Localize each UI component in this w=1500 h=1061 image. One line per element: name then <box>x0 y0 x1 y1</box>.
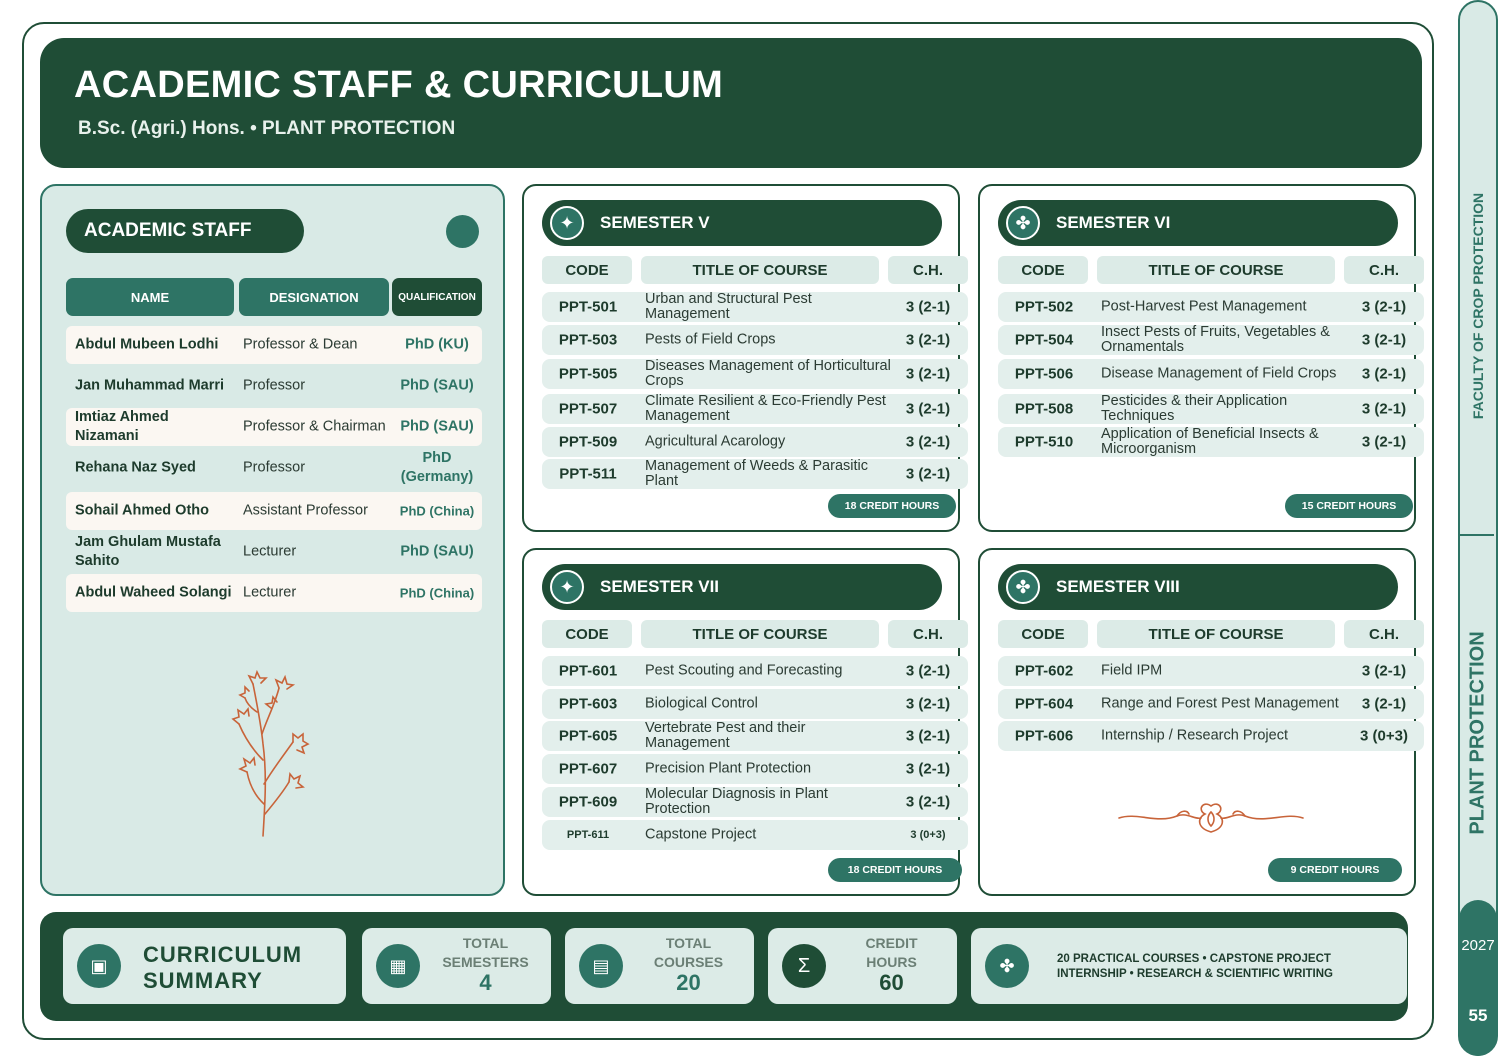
stat-label <box>832 934 951 972</box>
course-row <box>542 721 968 751</box>
course-code: PPT-507 <box>558 400 618 418</box>
course-row <box>998 427 1424 457</box>
course-code: PPT-602 <box>1014 662 1074 680</box>
course-title: Diseases Management of Horticultural Crops <box>645 358 891 389</box>
course-title: Vertebrate Pest and their Management <box>645 720 806 751</box>
course-row <box>542 754 968 784</box>
course-title: Field IPM <box>1101 662 1163 679</box>
semester-viii-card <box>978 548 1416 896</box>
semester-title: SEMESTER VI <box>1056 213 1171 232</box>
column-code: CODE <box>998 620 1088 648</box>
stat-card-credit-hours <box>768 928 957 1004</box>
course-credit: 3 (2-1) <box>905 365 951 383</box>
staff-designation: Lecturer <box>243 543 297 560</box>
sigma-icon: Σ <box>782 944 826 988</box>
course-code: PPT-509 <box>558 433 618 451</box>
course-title: Pests of Field Crops <box>645 331 776 348</box>
curriculum-summary-bar <box>40 912 1408 1021</box>
staff-header-name: NAME <box>66 278 234 316</box>
column-code: CODE <box>542 256 632 284</box>
course-row <box>998 325 1424 355</box>
course-title: Post-Harvest Pest Management <box>1101 298 1307 315</box>
semester-header <box>998 200 1398 246</box>
stat-label-line1: TOTAL <box>462 935 509 951</box>
course-credit: 3 (2-1) <box>1361 365 1407 383</box>
course-credit: 3 (2-1) <box>1361 331 1407 349</box>
staff-row <box>66 367 482 405</box>
column-code: CODE <box>998 256 1088 284</box>
stat-label-line2: HOURS <box>866 954 917 970</box>
staff-qualification: PhD (China) <box>399 585 475 601</box>
column-title: TITLE OF COURSE <box>641 256 879 284</box>
credit-hours-badge: 18 CREDIT HOURS <box>828 494 956 518</box>
staff-row <box>66 449 482 487</box>
features-card <box>971 928 1407 1004</box>
academic-staff-panel <box>40 184 505 896</box>
semester-header <box>998 564 1398 610</box>
staff-row <box>66 492 482 530</box>
semester-title: SEMESTER VIII <box>1056 577 1180 596</box>
staff-designation: Professor & Chairman <box>243 418 386 435</box>
features-line1: 20 PRACTICAL COURSES • CAPSTONE PROJECT <box>1057 953 1331 965</box>
course-code: PPT-604 <box>1014 695 1074 713</box>
summary-title-line1: CURRICULUM <box>143 942 303 967</box>
course-row <box>998 689 1424 719</box>
column-title: TITLE OF COURSE <box>1097 256 1335 284</box>
page-subtitle: B.Sc. (Agri.) Hons. • PLANT PROTECTION <box>78 118 456 139</box>
column-code: CODE <box>542 620 632 648</box>
course-credit: 3 (2-1) <box>905 298 951 316</box>
decorative-dot <box>446 215 479 248</box>
credit-hours-badge: 15 CREDIT HOURS <box>1285 494 1413 518</box>
staff-name: Imtiaz Ahmed Nizamani <box>75 409 169 444</box>
course-row <box>998 721 1424 751</box>
course-credit: 3 (2-1) <box>1361 433 1407 451</box>
page-number: 55 <box>1468 1006 1488 1025</box>
stat-label-line2: COURSES <box>653 954 724 970</box>
staff-name: Rehana Naz Syed <box>75 459 196 476</box>
staff-designation: Assistant Professor <box>243 502 368 519</box>
course-credit: 3 (0+3) <box>1360 727 1408 745</box>
course-code: PPT-501 <box>558 298 618 316</box>
course-title: Management of Weeds & Parasitic Plant <box>645 458 868 489</box>
course-code: PPT-607 <box>558 760 618 778</box>
star-compass-icon: ✦ <box>550 206 584 240</box>
course-row <box>542 787 968 817</box>
summary-title-card <box>63 928 346 1004</box>
course-credit: 3 (2-1) <box>905 433 951 451</box>
course-title: Internship / Research Project <box>1101 727 1288 744</box>
stat-card-semesters <box>362 928 551 1004</box>
features-text <box>1057 952 1333 982</box>
staff-designation: Professor <box>243 459 306 476</box>
staff-qualification: PhD (SAU) <box>400 418 474 435</box>
course-row <box>998 359 1424 389</box>
clover-icon: ✤ <box>1006 570 1040 604</box>
stat-label-line1: TOTAL <box>665 935 712 951</box>
stat-label <box>426 934 545 972</box>
column-title: TITLE OF COURSE <box>641 620 879 648</box>
course-credit: 3 (2-1) <box>905 760 951 778</box>
course-credit: 3 (2-1) <box>905 727 951 745</box>
staff-name: Abdul Waheed Solangi <box>75 584 232 601</box>
summary-title <box>143 942 302 994</box>
course-code: PPT-506 <box>1014 365 1074 383</box>
side-tab <box>1458 0 1498 1056</box>
staff-panel-title: ACADEMIC STAFF <box>66 209 304 253</box>
course-credit: 3 (2-1) <box>1361 662 1407 680</box>
course-code: PPT-511 <box>559 465 617 483</box>
course-credit: 3 (2-1) <box>905 400 951 418</box>
stat-value: 60 <box>879 970 904 995</box>
semester-vi-card <box>978 184 1416 532</box>
course-credit: 3 (2-1) <box>1361 695 1407 713</box>
course-row <box>542 656 968 686</box>
staff-designation: Lecturer <box>243 584 297 601</box>
column-ch: C.H. <box>888 620 968 648</box>
course-title: Range and Forest Pest Management <box>1101 695 1339 712</box>
column-ch: C.H. <box>1344 620 1424 648</box>
column-ch: C.H. <box>888 256 968 284</box>
column-title: TITLE OF COURSE <box>1097 620 1335 648</box>
course-row <box>542 359 968 389</box>
course-code: PPT-505 <box>558 365 618 383</box>
course-code: PPT-609 <box>558 793 618 811</box>
staff-name: Jan Muhammad Marri <box>75 377 225 394</box>
course-code: PPT-603 <box>558 695 618 713</box>
course-credit: 3 (2-1) <box>1361 400 1407 418</box>
course-credit: 3 (2-1) <box>905 662 951 680</box>
column-ch: C.H. <box>1344 256 1424 284</box>
staff-header-qualification: QUALIFICATION <box>392 278 482 316</box>
features-line2: INTERNSHIP • RESEARCH & SCIENTIFIC WRITING <box>1057 968 1333 980</box>
window-icon: ▣ <box>77 944 121 988</box>
course-title: Agricultural Acarology <box>645 433 786 450</box>
course-row <box>542 325 968 355</box>
course-code: PPT-510 <box>1014 433 1074 451</box>
stat-value: 4 <box>479 970 492 995</box>
course-title: Pesticides & their Application Techniques <box>1101 393 1288 424</box>
course-code: PPT-601 <box>558 662 618 680</box>
course-row <box>542 820 968 850</box>
course-row <box>542 689 968 719</box>
course-code: PPT-605 <box>558 727 618 745</box>
list-icon: ▤ <box>579 944 623 988</box>
staff-designation: Professor <box>243 377 306 394</box>
stat-label-line1: CREDIT <box>865 935 918 951</box>
credit-hours-badge: 9 CREDIT HOURS <box>1268 858 1402 882</box>
clover-icon: ✤ <box>985 944 1029 988</box>
stat-label <box>629 934 748 972</box>
course-row <box>998 292 1424 322</box>
program-label: PLANT PROTECTION <box>1466 631 1489 835</box>
page-title: ACADEMIC STAFF & CURRICULUM <box>74 64 724 106</box>
staff-qualification: PhD (SAU) <box>400 377 474 394</box>
staff-row <box>66 326 482 364</box>
course-title: Biological Control <box>645 695 758 712</box>
page-header <box>40 38 1422 168</box>
course-credit: 3 (2-1) <box>905 695 951 713</box>
flower-sprig-illustration <box>227 664 317 839</box>
stat-label-line2: SEMESTERS <box>442 954 529 970</box>
staff-row <box>66 408 482 446</box>
semester-v-card <box>522 184 960 532</box>
course-title: Insect Pests of Fruits, Vegetables & Ornamentals <box>1101 324 1330 355</box>
course-title: Urban and Structural Pest Management <box>645 291 812 322</box>
year-label: 2027 <box>1461 937 1495 954</box>
semester-vii-card <box>522 548 960 896</box>
staff-designation: Professor & Dean <box>243 336 358 353</box>
semester-header <box>542 200 942 246</box>
stat-value: 20 <box>676 970 701 995</box>
star-compass-icon: ✦ <box>550 570 584 604</box>
ornamental-divider <box>1117 802 1305 834</box>
course-code: PPT-606 <box>1014 727 1074 745</box>
staff-qualification: PhD (China) <box>399 503 475 519</box>
course-title: Disease Management of Field Crops <box>1101 365 1337 382</box>
course-code: PPT-611 <box>566 829 610 841</box>
page-number-tab <box>1459 900 1497 1056</box>
stat-card-courses <box>565 928 754 1004</box>
course-row <box>542 292 968 322</box>
course-title: Precision Plant Protection <box>645 760 812 777</box>
course-credit: 3 (0+3) <box>910 829 946 841</box>
staff-name: Sohail Ahmed Otho <box>75 502 209 519</box>
staff-qualification: PhD (Germany) <box>400 450 474 485</box>
course-title: Capstone Project <box>645 826 757 843</box>
course-title: Climate Resilient & Eco-Friendly Pest Management <box>645 393 886 424</box>
course-title: Application of Beneficial Insects & Microorganism <box>1101 426 1319 457</box>
staff-row <box>66 533 482 571</box>
semester-header <box>542 564 942 610</box>
course-credit: 3 (2-1) <box>905 331 951 349</box>
staff-qualification: PhD (KU) <box>405 336 469 353</box>
course-row <box>998 656 1424 686</box>
course-credit: 3 (2-1) <box>1361 298 1407 316</box>
course-row <box>542 459 968 489</box>
clover-icon: ✤ <box>1006 206 1040 240</box>
staff-row <box>66 574 482 612</box>
grid-icon: ▦ <box>376 944 420 988</box>
credit-hours-badge: 18 CREDIT HOURS <box>828 858 962 882</box>
course-row <box>998 394 1424 424</box>
side-divider <box>1460 534 1494 536</box>
course-code: PPT-503 <box>558 331 618 349</box>
course-credit: 3 (2-1) <box>905 793 951 811</box>
summary-title-line2: SUMMARY <box>143 968 263 993</box>
semester-title: SEMESTER VII <box>600 577 720 596</box>
course-title: Pest Scouting and Forecasting <box>645 662 843 679</box>
course-row <box>542 427 968 457</box>
course-code: PPT-508 <box>1014 400 1074 418</box>
staff-name: Abdul Mubeen Lodhi <box>75 336 219 353</box>
course-title: Molecular Diagnosis in Plant Protection <box>645 786 828 817</box>
course-code: PPT-502 <box>1014 298 1074 316</box>
course-row <box>542 394 968 424</box>
staff-header-designation: DESIGNATION <box>239 278 389 316</box>
staff-qualification: PhD (SAU) <box>400 543 474 560</box>
staff-name: Jam Ghulam Mustafa Sahito <box>75 534 221 569</box>
course-code: PPT-504 <box>1014 331 1074 349</box>
course-credit: 3 (2-1) <box>905 465 951 483</box>
semester-title: SEMESTER V <box>600 213 710 232</box>
faculty-label: FACULTY OF CROP PROTECTION <box>1470 192 1486 420</box>
